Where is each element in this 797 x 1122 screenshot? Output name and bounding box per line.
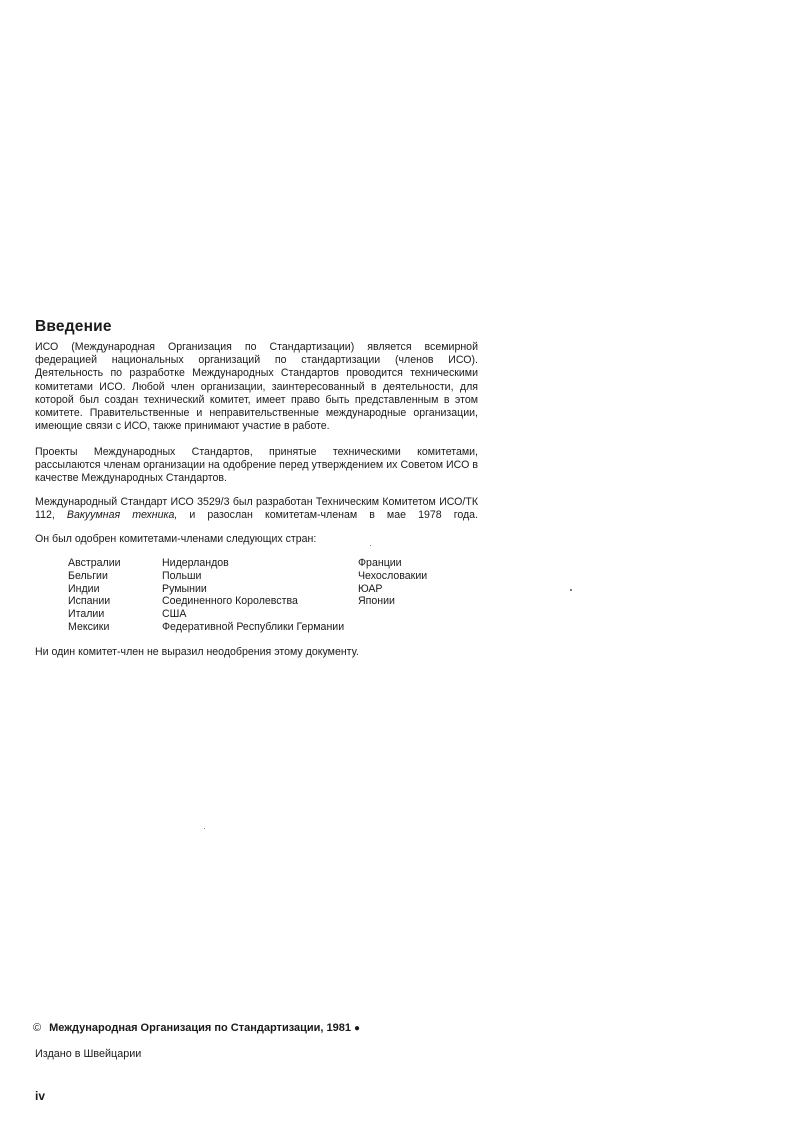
country-item: США: [162, 608, 187, 621]
committee-title: Вакуумная техника,: [66, 509, 178, 522]
country-item: Чехословакии: [358, 569, 428, 582]
bullet-icon: ●: [354, 1023, 361, 1034]
page-number: iv: [35, 1089, 46, 1103]
country-item: Польши: [162, 569, 202, 582]
scan-speck: [204, 828, 205, 829]
country-item: Испании: [68, 595, 111, 608]
country-list: [68, 557, 488, 637]
origin-text-before: Международный Стандарт ИСО 3529/3 был разработан Техническим Комитетом ИСО/ТК 112,: [35, 496, 478, 522]
country-column-1: [68, 557, 121, 634]
country-item: Соединенного Королевства: [162, 595, 298, 608]
copyright-line: [33, 1022, 360, 1034]
country-column-3: [358, 557, 427, 608]
country-item: Нидерландов: [162, 557, 229, 569]
country-item: Индии: [68, 582, 100, 595]
draft-standards-paragraph: Проекты Международных Стандартов, принятые техническими комитетами, рассылаются членам организации на одобрение перед утверждением их Советом ИСО в качестве Международных Стандартов.: [35, 446, 478, 485]
country-item: Мексики: [68, 620, 110, 633]
standard-origin-paragraph: [35, 496, 478, 522]
printed-in-line: Издано в Швейцарии: [35, 1048, 142, 1060]
country-item: Бельгии: [68, 569, 108, 582]
country-item: Японии: [358, 595, 395, 608]
approval-paragraph: Он был одобрен комитетами-членами следующих стран:: [35, 533, 317, 545]
country-item: Австралии: [68, 557, 121, 569]
country-column-2: [162, 557, 344, 634]
no-disapproval-paragraph: Ни один комитет-член не выразил неодобрения этому документу.: [35, 646, 359, 658]
copyright-text: Международная Организация по Стандартизации, 1981: [49, 1022, 352, 1034]
country-item: Федеративной Республики Германии: [162, 620, 345, 633]
country-item: Италии: [68, 608, 105, 621]
copyright-icon: ©: [33, 1022, 42, 1034]
scan-speck: [370, 545, 371, 546]
origin-text-after: и разослан комитетам-членам в мае 1978 года.: [177, 509, 479, 522]
country-item: Франции: [358, 557, 402, 569]
scan-speck: [570, 589, 572, 591]
section-heading: Введение: [35, 318, 112, 335]
country-item: Румынии: [162, 582, 207, 595]
country-item: ЮАР: [358, 582, 383, 595]
intro-paragraph: ИСО (Международная Организация по Стандартизации) является всемирной федерацией национальных организаций по стандартизации (членов ИСО). Деятельность по разработке Международных Стандартов проводится техническими комитетами ИСО. Любой член организации, заинтересованный в деятельности, для которой был создан технический комитет, имеет право быть представленным в этом комитете. Правительственные и неправительственные международные организации, имеющие связи с ИСО, также принимают участие в работе.: [35, 341, 478, 433]
